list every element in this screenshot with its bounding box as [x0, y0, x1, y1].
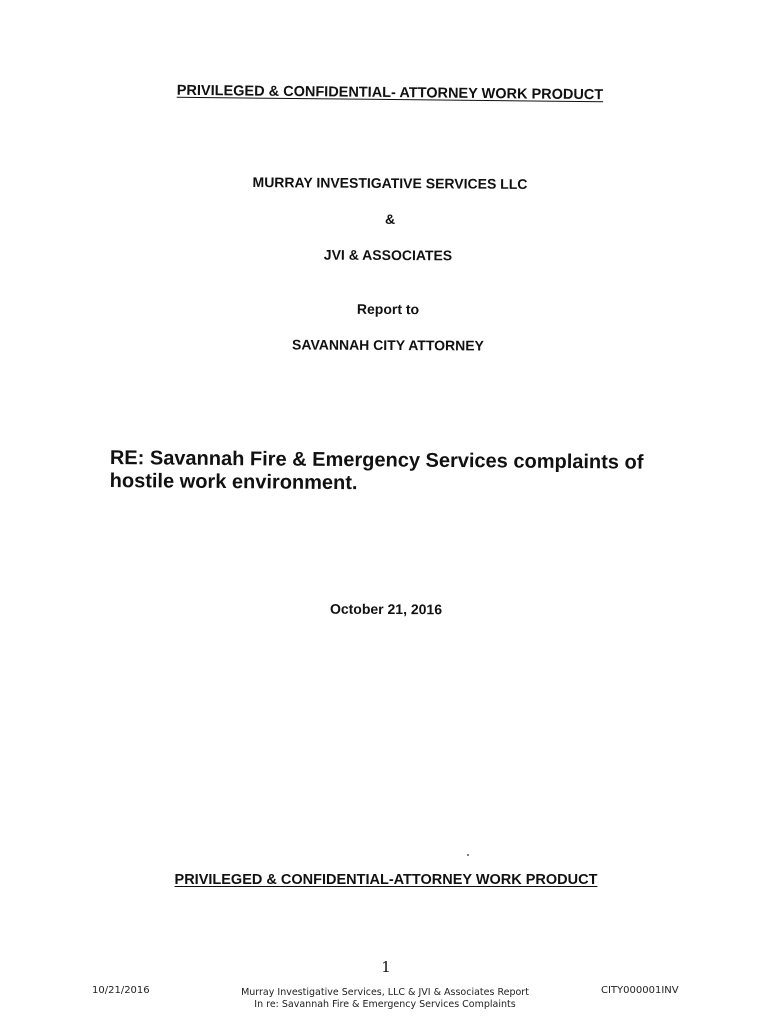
company-name-secondary: JVI & ASSOCIATES [323, 246, 453, 264]
scan-speck [467, 854, 469, 856]
footer-report-subtitle: In re: Savannah Fire & Emergency Services Complaints [254, 999, 516, 1010]
ampersand-separator: & [384, 211, 396, 227]
footer-date: 10/21/2016 [92, 985, 150, 996]
footer-report-title: Murray Investigative Services, LLC & JVI & Associates Report [241, 987, 529, 998]
bates-number: CITY000001INV [601, 985, 679, 996]
report-subject: RE: Savannah Fire & Emergency Services complaints of hostile work environment. [109, 447, 644, 495]
report-recipient: SAVANNAH CITY ATTORNEY [292, 336, 484, 354]
confidentiality-footer: PRIVILEGED & CONFIDENTIAL-ATTORNEY WORK PRODUCT [174, 872, 598, 888]
report-to-label: Report to [356, 300, 420, 318]
confidentiality-header: PRIVILEGED & CONFIDENTIAL- ATTORNEY WORK PRODUCT [176, 82, 604, 104]
report-date: October 21, 2016 [329, 600, 443, 618]
company-name-primary: MURRAY INVESTIGATIVE SERVICES LLC [252, 174, 528, 192]
page-number: 1 [381, 958, 391, 976]
